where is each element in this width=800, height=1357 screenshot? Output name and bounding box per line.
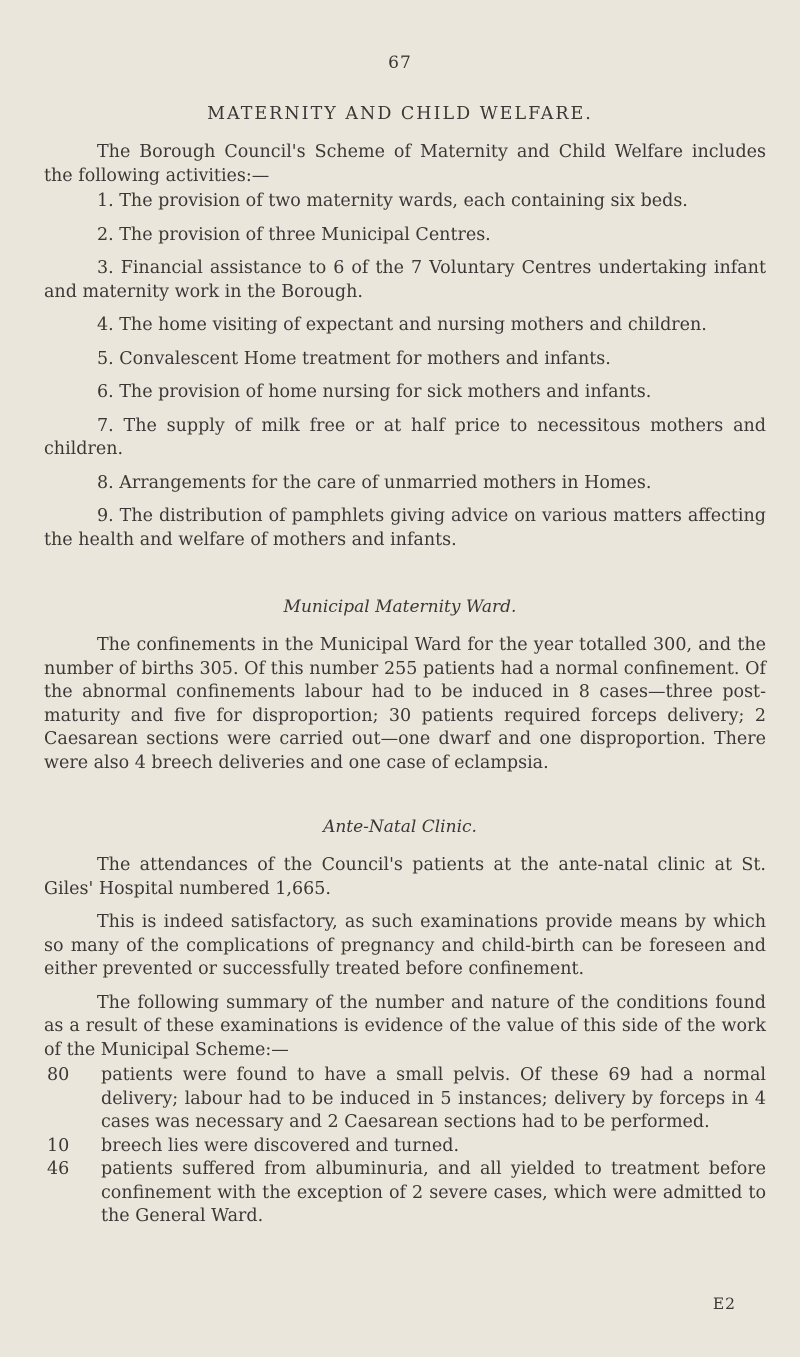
activity-item: 4. The home visiting of expectant and nursing mothers and children. [97, 315, 707, 335]
finding-item [44, 1135, 766, 1159]
activity-item: 3. Financial assistance to 6 of the 7 Voluntary Centres undertaking infant and maternity work in the Borough. [44, 258, 766, 302]
activity-item: 2. The provision of three Municipal Centres. [97, 224, 491, 245]
activity-item: 6. The provision of home nursing for sick mothers and infants. [97, 382, 652, 402]
finding-text: breech lies were discovered and turned. [101, 1135, 460, 1156]
activity-item: 7. The supply of milk free or at half price to necessitous mothers and children. [44, 415, 766, 459]
activities-block [44, 141, 766, 552]
finding-number: 80 [47, 1065, 70, 1085]
activity-item: 5. Convalescent Home treatment for mothers and infants. [97, 348, 611, 369]
page-number: 67 [388, 53, 412, 73]
ante-natal-paragraph: This is indeed satisfactory, as such examinations provide means by which so many of the complications of pregnancy and child-birth can be foreseen and either prevented or successfully treated before confinement. [44, 912, 766, 979]
maternity-ward-paragraph: The confinements in the Municipal Ward for the year totalled 300, and the number of births 305. Of this number 255 patients had a normal confinement. Of the abnormal confinements labour had to be induced in 8 cases—three post-maturity and five for disproportion; 30 patients required forceps delivery; 2 Caesarean sections were carried out—one dwarf and one disproportion. There were also 4 breech deliveries and one case of eclampsia. [44, 635, 766, 773]
ante-natal-block [44, 854, 766, 1229]
finding-text: patients suffered from albuminuria, and all yielded to treatment before confinement with the exception of 2 severe cases, which were admitted to the General Ward. [101, 1159, 766, 1226]
activity-item: 1. The provision of two maternity wards, each containing six beds. [97, 191, 688, 211]
activity-item: 8. Arrangements for the care of unmarried mothers in Homes. [97, 472, 652, 493]
page-title: MATERNITY AND CHILD WELFARE. [207, 104, 593, 124]
finding-item [44, 1064, 766, 1135]
maternity-ward-heading: Municipal Maternity Ward. [283, 597, 517, 617]
ante-natal-paragraph: The attendances of the Council's patients at the ante-natal clinic at St. Giles' Hospital numbered 1,665. [44, 855, 766, 899]
ante-natal-paragraph: The following summary of the number and nature of the conditions found as a result of these examinations is evidence of the value of this side of the work of the Municipal Scheme:— [44, 992, 766, 1060]
intro-paragraph: The Borough Council's Scheme of Maternity and Child Welfare includes the following activities:— [44, 142, 766, 186]
maternity-ward-block [44, 634, 766, 782]
activity-item: 9. The distribution of pamphlets giving advice on various matters affecting the health and welfare of mothers and infants. [44, 506, 766, 550]
finding-text: patients were found to have a small pelvis. Of these 69 had a normal delivery; labour had to be induced in 5 instances; delivery by forceps in 4 cases was necessary and 2 Caesarean sections had to be performed. [101, 1065, 766, 1132]
finding-item [44, 1158, 766, 1229]
finding-number: 10 [47, 1135, 70, 1156]
ante-natal-heading: Ante-Natal Clinic. [323, 817, 477, 837]
finding-number: 46 [47, 1159, 70, 1179]
signature-mark: E2 [712, 1295, 736, 1313]
